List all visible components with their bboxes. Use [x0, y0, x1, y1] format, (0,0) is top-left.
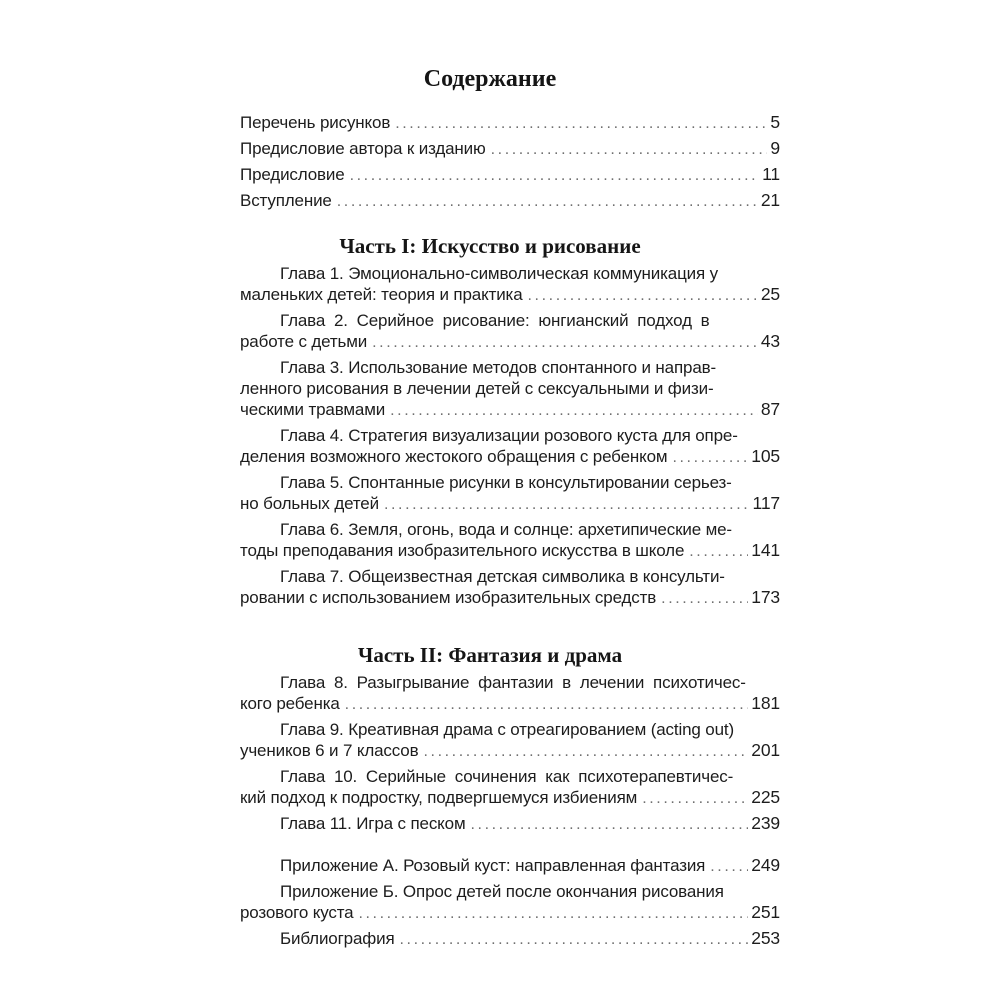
dot-leader	[471, 814, 749, 835]
toc-entry-text: Глава 3. Использование методов спонтанного и направ-	[280, 358, 717, 377]
page-number: 117	[752, 493, 780, 513]
toc-entry-text: маленьких детей: теория и практика	[240, 285, 523, 304]
toc-entry-line	[240, 425, 780, 446]
dot-leader	[661, 588, 748, 609]
toc-entry-text: Глава 5. Спонтанные рисунки в консультировании серьез-	[280, 473, 732, 492]
toc-entry	[240, 357, 780, 421]
toc-entry-text: Вступление	[240, 191, 332, 210]
toc-entry-last-line	[240, 813, 780, 835]
page-number: 239	[751, 813, 780, 833]
toc-entry-text: Библиография	[280, 929, 395, 948]
toc-entry-text: Глава 6. Земля, огонь, вода и солнце: архетипические ме-	[280, 520, 732, 539]
part-heading: Часть II: Фантазия и драма	[357, 643, 623, 667]
toc-entry-last-line	[240, 164, 780, 186]
dot-leader	[358, 903, 748, 924]
toc-entry	[240, 519, 780, 562]
toc-entry-text: ровании с использованием изобразительных средств	[240, 588, 657, 607]
toc-entry	[240, 138, 780, 160]
toc-entry-text: ленного рисования в лечении детей с сексуальными и физи-	[240, 379, 714, 398]
toc-entry-text: кого ребенка	[240, 694, 340, 713]
toc-entry-last-line	[240, 446, 780, 468]
toc-entry	[240, 310, 780, 353]
toc-entry-text: Глава 9. Креативная драма с отреагированием (acting out)	[280, 720, 734, 739]
toc-entry-last-line	[240, 138, 780, 160]
dot-leader	[491, 139, 768, 160]
toc-entry-text: розового куста	[240, 903, 354, 922]
toc-entry-line	[240, 519, 780, 540]
page-number: 201	[751, 740, 780, 760]
toc-entry	[240, 425, 780, 468]
dot-leader	[350, 165, 760, 186]
toc-entry-line	[240, 881, 780, 902]
toc-entry-last-line	[240, 693, 780, 715]
toc-entry-text: Приложение А. Розовый куст: направленная фантазия	[280, 856, 706, 875]
toc-entry-last-line	[240, 587, 780, 609]
toc-entry	[240, 813, 780, 835]
dot-leader	[672, 447, 748, 468]
toc-entry-text: Предисловие автора к изданию	[240, 139, 486, 158]
toc-entry-last-line	[240, 190, 780, 212]
toc-entry-text: но больных детей	[240, 494, 379, 513]
toc-entry-text: Глава 7. Общеизвестная детская символика в консульти-	[280, 567, 725, 586]
toc-entry-text: Глава 8. Разыгрывание фантазии в лечении психотичес-	[280, 673, 746, 692]
toc-entry-text: ческими травмами	[240, 400, 386, 419]
toc-entry-text: учеников 6 и 7 классов	[240, 741, 419, 760]
toc-entry-text: Предисловие	[240, 165, 345, 184]
toc-entry	[240, 190, 780, 212]
page-number: 43	[760, 331, 780, 351]
dot-leader	[345, 694, 749, 715]
toc-entry	[240, 855, 780, 877]
toc-entry-text: Глава 2. Серийное рисование: юнгианский подход в	[280, 311, 710, 330]
toc-entry	[240, 112, 780, 134]
toc-entry-text: Глава 1. Эмоционально-символическая коммуникация у	[280, 264, 719, 283]
toc-entry	[240, 566, 780, 609]
page-number: 253	[751, 928, 780, 948]
page-number: 105	[751, 446, 780, 466]
part-heading: Часть I: Искусство и рисование	[339, 234, 641, 258]
page-title: Содержание	[423, 66, 557, 92]
dot-leader	[689, 541, 748, 562]
toc-section	[240, 263, 780, 609]
toc-entry-line	[240, 472, 780, 493]
toc-entry-last-line	[240, 399, 780, 421]
toc-entry	[240, 928, 780, 950]
dot-leader	[424, 741, 749, 762]
toc-entry-last-line	[240, 112, 780, 134]
toc-entry-last-line	[240, 787, 780, 809]
toc-section	[240, 672, 780, 835]
toc-entry-line	[240, 378, 780, 399]
toc-entry-line	[240, 672, 780, 693]
toc-entry-text: кий подход к подростку, подвергшемуся избиениям	[240, 788, 638, 807]
dot-leader	[400, 929, 749, 950]
toc-entry	[240, 766, 780, 809]
toc-entry-text: тоды преподавания изобразительного искусства в школе	[240, 541, 685, 560]
toc-entry-text: Приложение Б. Опрос детей после окончания рисования	[280, 882, 724, 901]
page-number: 181	[751, 693, 780, 713]
dot-leader	[642, 788, 748, 809]
toc	[240, 64, 780, 954]
dot-leader	[390, 400, 758, 421]
page-number: 251	[751, 902, 780, 922]
toc-entry-line	[240, 310, 780, 331]
page-number: 25	[760, 284, 780, 304]
toc-entry-text: Глава 4. Стратегия визуализации розового куста для опре-	[280, 426, 738, 445]
toc-entry-last-line	[240, 493, 780, 515]
toc-entry-text: Перечень рисунков	[240, 113, 391, 132]
toc-entry-line	[240, 719, 780, 740]
toc-entry	[240, 164, 780, 186]
toc-entry-text: Глава 10. Серийные сочинения как психотерапевтичес-	[280, 767, 734, 786]
dot-leader	[384, 494, 750, 515]
toc-entry-text: Глава 11. Игра с песком	[280, 814, 466, 833]
toc-entry-last-line	[240, 540, 780, 562]
dot-leader	[528, 285, 758, 306]
toc-entry-line	[240, 357, 780, 378]
toc-entry-last-line	[240, 902, 780, 924]
toc-entry	[240, 881, 780, 924]
toc-entry-line	[240, 766, 780, 787]
toc-entry	[240, 719, 780, 762]
toc-section	[240, 112, 780, 212]
toc-entry-text: работе с детьми	[240, 332, 368, 351]
toc-section	[240, 855, 780, 950]
page-number: 225	[751, 787, 780, 807]
toc-entry-last-line	[240, 740, 780, 762]
page-number: 11	[762, 164, 780, 184]
toc-entry	[240, 263, 780, 306]
toc-entry-last-line	[240, 284, 780, 306]
toc-entry-last-line	[240, 331, 780, 353]
dot-leader	[372, 332, 758, 353]
dot-leader	[395, 113, 767, 134]
page-number: 173	[751, 587, 780, 607]
toc-entry-last-line	[240, 928, 780, 950]
dot-leader	[710, 856, 748, 877]
toc-entry-last-line	[240, 855, 780, 877]
toc-entry-line	[240, 566, 780, 587]
page-number: 9	[770, 138, 780, 158]
page-number: 141	[751, 540, 780, 560]
toc-entry	[240, 672, 780, 715]
toc-entry-text: деления возможного жестокого обращения с ребенком	[240, 447, 668, 466]
toc-entry	[240, 472, 780, 515]
page-number: 5	[770, 112, 780, 132]
toc-entry-line	[240, 263, 780, 284]
page-number: 249	[751, 855, 780, 875]
dot-leader	[337, 191, 758, 212]
page-number: 21	[760, 190, 780, 210]
page-number: 87	[760, 399, 780, 419]
